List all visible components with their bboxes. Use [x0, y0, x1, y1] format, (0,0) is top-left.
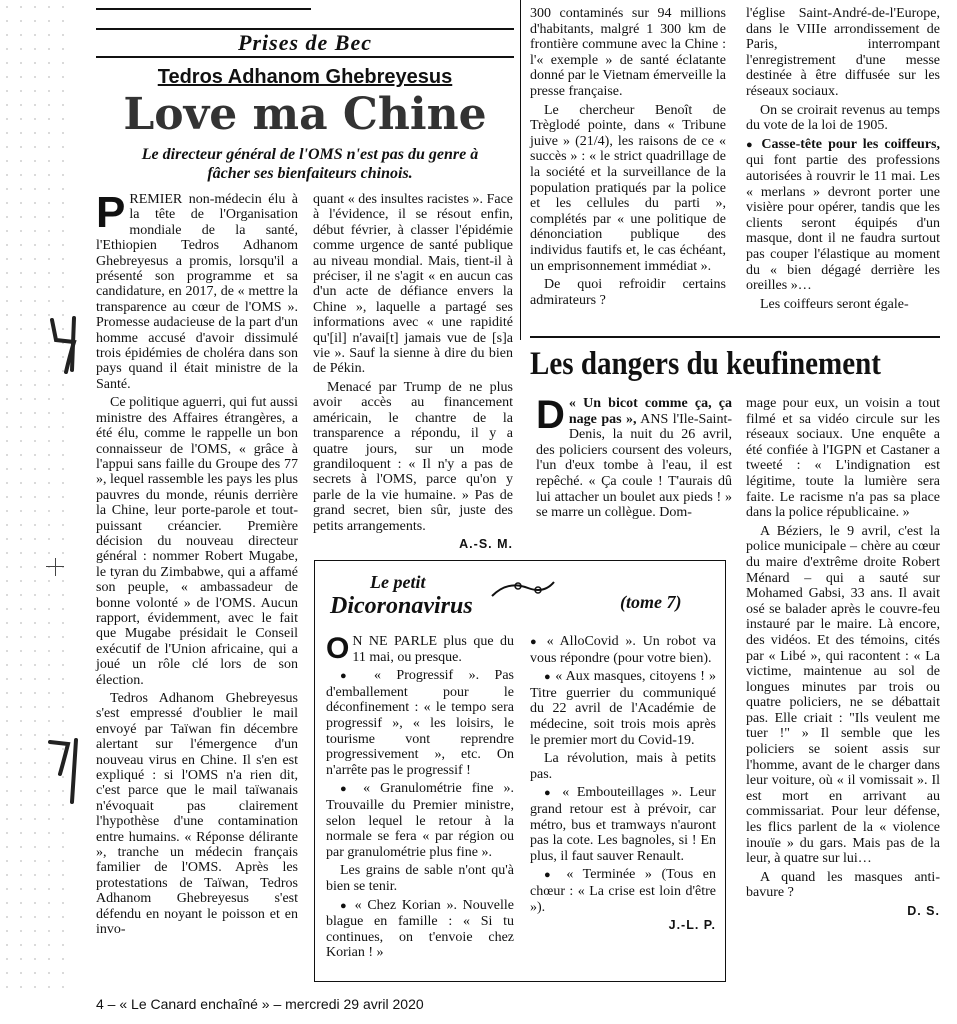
article2-signature: D. S.	[907, 904, 940, 918]
dropcap: O	[326, 632, 350, 665]
dico-column-1	[326, 634, 514, 964]
article1-column-1	[96, 188, 298, 992]
dropcap: D	[536, 393, 565, 437]
article2-column-1	[536, 393, 732, 524]
dico-column-2	[530, 634, 716, 934]
top3-p2: Le chercheur Benoît de Trèglodé pointe, dans « Tribune juive » (21/4), les raisons de ce « succès » : « le strict quadrillage de la société et la surveillance de la population pratiqués par la police et les cellules du parti », complétés par « une politique de dénonciation publique des individus fautifs et, le cas échéant, un emprisonnement immédiat ».	[530, 102, 726, 274]
rubric-title: Prises de Bec	[238, 30, 372, 55]
article1-col1-p3: Tedros Adhanom Ghebreyesus s'est empressé d'oublier le mail envoyé par Taïwan fin décembre alertant sur l'émergence d'un nouveau virus en Chine. Il s'en est expliqué : si l'OMS n'a rien dit, c'est parce que le mail taïwanais n'évoquait pas clairement l'hypothèse d'une contamination entre humains. « Réponse délirante », tranche un médecin français familier de l'OMS. Après les protestations de Taïwan, Tedros Adhanom Ghebreyesus s'est défendu en noyant le poisson et en invo-	[96, 691, 298, 938]
dico-col2-p3: La révolution, mais à petits pas.	[530, 751, 716, 782]
dico-col1-p1: O N NE PARLE plus que du 11 mai, ou presque.	[326, 632, 514, 665]
article1-headline: Love ma Chine	[123, 89, 487, 140]
page-footer: 4 – « Le Canard enchaîné » – mercredi 29 avril 2020	[96, 996, 424, 1012]
article2-column-2	[746, 396, 940, 920]
top3-p3: De quoi refroidir certains admirateurs ?	[530, 277, 726, 308]
dico-col2-p2: ● « Aux masques, citoyens ! » Titre guerrier du communiqué du 22 avril de l'Académie de médecine, soit trois mois après le premier mort du Covid-19.	[530, 669, 717, 748]
bullet-icon: ●	[340, 783, 354, 796]
column-top-4	[746, 6, 940, 315]
article2-top-rule	[530, 336, 940, 338]
top3-p1: 300 contaminés sur 94 millions d'habitants, malgré 1 300 km de frontière commune avec la Chine : l'« exemple » de santé éclatante donné par le Vietnam émerveille la presse française.	[530, 6, 726, 99]
dico-logo-line1: Le petit	[370, 572, 426, 592]
top4-p1: l'église Saint-André-de-l'Europe, dans le VIIIe arrondissement de Paris, interrompant l'enregistrement d'une messe destinée à être diffusée sur les réseaux sociaux.	[746, 6, 940, 99]
rubric-banner	[96, 28, 514, 58]
article1-col1-p2: Ce politique aguerri, qui fut aussi ministre des Affaires étrangères, a été élu, comme le rappelle un bon connaisseur de l'OMS, « grâce à l'appui sans faille du Groupe des 77 », lequel rassemble les pays les plus pauvres du monde, réunis derrière la Chine, leur porte-parole et tout-puissant créancier. Première décision du nouveau directeur général : nommer Robert Mugabe, le tyran du Zimbabwe, qui a affamé son peuple, « ambassadeur de bonne volonté » de l'OMS. Aucun rapport, évidemment, avec le fait que Mugabe présidait le Conseil exécutif de l'Union africaine, qui a joué un rôle clé lors de son élection.	[96, 395, 298, 688]
handwritten-mark-2	[44, 730, 94, 810]
scan-dot-margin	[0, 0, 70, 1000]
top4-p4: Les coiffeurs seront égale-	[760, 296, 909, 312]
bullet-icon: ●	[530, 636, 540, 648]
dico-col2-p4: ● « Embouteillages ». Leur grand retour est à prévoir, car métro, bus et tramways n'auront pas la cote. Les bagnoles, si ! En plus, il faut sauver Renault.	[530, 785, 716, 864]
top-rule	[96, 8, 311, 10]
article1-standfirst: Le directeur général de l'OMS n'est pas du genre à fâcher ses bienfaiteurs chinois.	[141, 146, 479, 182]
column-top-3	[530, 6, 726, 311]
registration-mark-vertical	[55, 558, 56, 576]
bullet-icon: ●	[340, 899, 349, 912]
handwritten-mark-1	[44, 310, 94, 380]
dico-signature: J.-L. P.	[668, 918, 716, 933]
column-rule	[520, 0, 521, 340]
article2-col2-p2: A Béziers, le 9 avril, c'est la police municipale – chère au cœur du maire d'extrême droite Robert Ménard – qui a sauté sur Mohamed Gabsi, 33 ans. Il avait osé se balader après le couvre-feu instauré par le maire. Là encore, des vidéos. Et des témoins, cités par « Libé », qui racontent : « La victime, maintenue au sol de longues minutes par trois ou quatre policiers, ne se débattait pas. Elle criait : "Ils veulent me tuer !" » Il semble que les policiers se soient assis sur l'homme, avant de le charger dans leur voiture, où « il vomissait ». Il est mort en arrivant au commissariat. Pour leur défense, les flics parlent de la « violence inouïe » du gars. Mais pas de la leur, à quatre sur lui…	[746, 523, 940, 867]
bullet-icon: ●	[544, 787, 555, 800]
dico-col1-p4: Les grains de sable n'ont qu'à bien se tenir.	[326, 863, 514, 894]
article1-signature: A.-S. M.	[459, 536, 513, 551]
article2-headline: Les dangers du keufinement	[530, 346, 881, 382]
dico-col1-p5: ● « Chez Korian ». Nouvelle blague en famille : « Si tu continues, on t'envoie chez Korian ! »	[326, 897, 514, 961]
dico-col2-p1: ● « AlloCovid ». Un robot va vous répondre (pour votre bien).	[530, 634, 716, 666]
bullet-icon: ●	[544, 671, 552, 684]
dico-logo-line2: Dicoronavirus	[330, 593, 473, 619]
article2-col2-p3: A quand les masques anti-bavure ?	[746, 869, 940, 901]
dico-tome: (tome 7)	[620, 592, 682, 612]
article2-col1-p1: D « Un bicot comme ça, ça nage pas », ANS l'Ile-Saint-Denis, la nuit du 26 avril, des policiers coursent des voleurs, l'un d'eux tombe à l'eau, il est repêché. « Ça coule ! T'aurais dû lui attacher un boulet aux pieds ! » se marre un collègue. Dom-	[536, 393, 732, 521]
article2-col2-p1: mage pour eux, un voisin a tout filmé et sa vidéo circule sur les réseaux sociaux. Une enquête a été confiée à l'IGPN et Castaner a tweeté : « L'indignation est légitime, toute la lumière sera faite. Le racisme n'a pas sa place dans la police républicaine. »	[746, 396, 940, 521]
dico-col1-p2: ● « Progressif ». Pas d'emballement pour le déconfinement : « le tempo sera progressif », « les loisirs, le tourisme vont reprendre progressivement », etc. On n'arrête pas le progressif !	[326, 668, 514, 778]
dico-col1-p3: ● « Granulométrie fine ». Trouvaille du Premier ministre, selon lequel le retour à la normale se fera « par région ou par granulométrie plus fine ».	[326, 781, 515, 860]
bullet-icon: ●	[746, 138, 756, 151]
article1-col2-p1: quant « des insultes racistes ». Face à l'évidence, il se résout enfin, début février, à classer l'épidémie comme urgence de santé publique au niveau mondial. Mais, tient-il à préciser, il ne s'agit « en aucun cas d'un acte de défiance envers la Chine », laquelle a partagé ses informations avec « une rapidité qu'[il] n'avai[t] jamais vue de [s]a vie ». Sauf la sienne à dire du bien de Pékin.	[313, 192, 513, 377]
bullet-icon: ●	[544, 869, 557, 882]
dico-col2-p5: ● « Terminée » (Tous en chœur : « La crise est loin d'être »).	[530, 867, 716, 915]
top4-p2: On se croirait revenus au temps du vote de la loi de 1905.	[746, 102, 940, 134]
bullet-icon: ●	[340, 670, 359, 683]
article1-col2-p2: Menacé par Trump de ne plus avoir accès au financement américain, le chantre de la transparence a répondu, il y a quatre jours, sur un mode grandiloquent : « Il n'y a pas de secrets à l'OMS, parce qu'on y parle de la vie humaine. » Pas de grand secret, bien sûr, juste des petits arrangements.	[313, 379, 513, 534]
top4-p3: ● Casse-tête pour les coiffeurs, qui font partie des professions autorisées à rouvrir le 11 mai. Les « merlans » devront porter une visière pour opérer, tandis que les clients seront équipés d'un masque, dont il ne faudra surtout pas couper l'élastique au moment du « bien dégagé derrière les oreilles »…	[746, 136, 941, 294]
article1-kicker: Tedros Adhanom Ghebreyesus	[157, 66, 453, 88]
article1-col1-p1: PREMIER non-médecin élu à la tête de l'Organisation mondiale de la santé, l'Ethiopien Tedros Adhanom Ghebreyesus a promis, lorsqu'il a présenté son programme et sa candidature, en 2017, de « mettre la transparence au cœur de l'OMS ». Promesse audacieuse de la part d'un homme accusé d'avoir dissimulé trois épidémies de choléra dans son pays quand il était ministre de la Santé.	[96, 188, 298, 392]
dropcap: P	[96, 188, 126, 237]
article1-column-2	[313, 192, 513, 552]
virus-doodle-icon	[488, 574, 558, 604]
